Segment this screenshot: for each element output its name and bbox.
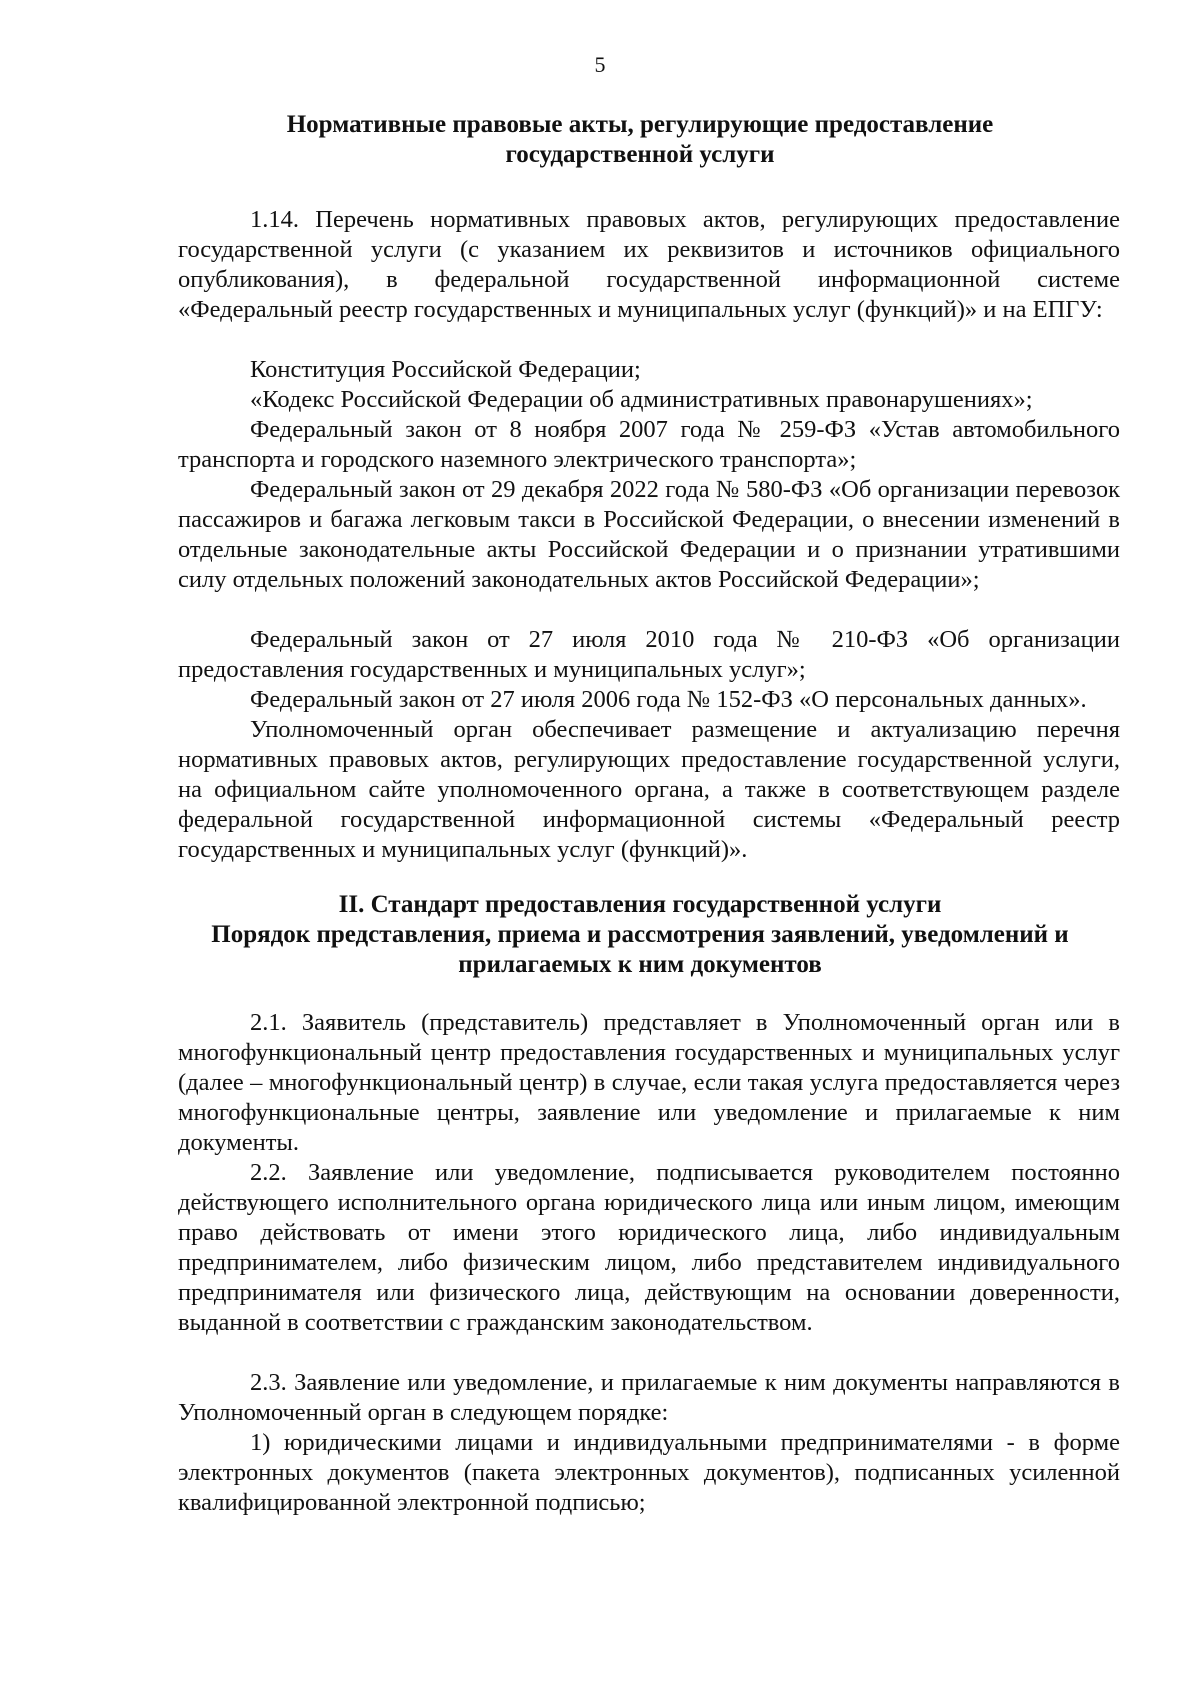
heading-line: Нормативные правовые акты, регулирующие предоставление — [286, 111, 994, 138]
paragraph-authority: Уполномоченный орган обеспечивает размещение и актуализацию перечня нормативных правовых актов, регулирующих предоставление государственной услуги, на официальном сайте уполномоченного органа, а также в соответствующем разделе федеральной государственной информационной системы «Федеральный реестр государственных и муниципальных услуг (функций)». — [178, 716, 1120, 863]
heading-line: II. Стандарт предоставления государственной услуги — [338, 891, 942, 918]
heading-line: государственной услуги — [505, 141, 775, 168]
paragraph-koap: «Кодекс Российской Федерации об административных правонарушениях»; — [250, 386, 1033, 413]
section-heading-legal-acts — [160, 110, 1120, 170]
paragraph-law-580: Федеральный закон от 29 декабря 2022 года № 580-ФЗ «Об организации перевозок пассажиров и багажа легковым такси в Российской Федерации, о внесении изменений в отдельные законодательные акты Российской Федерации и о признании утратившими силу отдельных положений законодательных актов Российской Федерации»; — [178, 476, 1120, 593]
paragraph-2-1: 2.1. Заявитель (представитель) представляет в Уполномоченный орган или в многофункциональный центр предоставления государственных и муниципальных услуг (далее – многофункциональный центр) в случае, если такая услуга предоставляется через многофункциональные центры, заявление или уведомление и прилагаемые к ним документы. — [178, 1009, 1120, 1156]
heading-line: Порядок представления, приема и рассмотрения заявлений, уведомлений и — [211, 921, 1069, 948]
paragraph-law-210: Федеральный закон от 27 июля 2010 года № 210-ФЗ «Об организации предоставления государственных и муниципальных услуг»; — [178, 626, 1120, 683]
paragraph-2-3-item-1: 1) юридическими лицами и индивидуальными предпринимателями - в форме электронных документов (пакета электронных документов), подписанных усиленной квалифицированной электронной подписью; — [178, 1429, 1120, 1516]
page-number: 5 — [594, 52, 606, 77]
paragraph-1-14: 1.14. Перечень нормативных правовых актов, регулирующих предоставление государственной услуги (с указанием их реквизитов и источников официального опубликования), в федеральной государственной информационной системе «Федеральный реестр государственных и муниципальных услуг (функций)» и на ЕПГУ: — [178, 206, 1120, 323]
paragraph-law-152: Федеральный закон от 27 июля 2006 года № 152-ФЗ «О персональных данных». — [250, 686, 1087, 713]
paragraph-law-259: Федеральный закон от 8 ноября 2007 года № 259-ФЗ «Устав автомобильного транспорта и городского наземного электрического транспорта»; — [178, 416, 1120, 473]
section-heading-standard — [160, 890, 1120, 980]
paragraph-constitution: Конституция Российской Федерации; — [250, 356, 641, 383]
heading-line: прилагаемых к ним документов — [458, 951, 822, 978]
paragraph-2-3: 2.3. Заявление или уведомление, и прилагаемые к ним документы направляются в Уполномоченный орган в следующем порядке: — [178, 1369, 1120, 1426]
paragraph-2-2: 2.2. Заявление или уведомление, подписывается руководителем постоянно действующего исполнительного органа юридического лица или иным лицом, имеющим право действовать от имени этого юридического лица, либо индивидуальным предпринимателем, либо физическим лицом, либо представителем индивидуального предпринимателя или физического лица, действующим на основании доверенности, выданной в соответствии с гражданским законодательством. — [178, 1159, 1120, 1336]
